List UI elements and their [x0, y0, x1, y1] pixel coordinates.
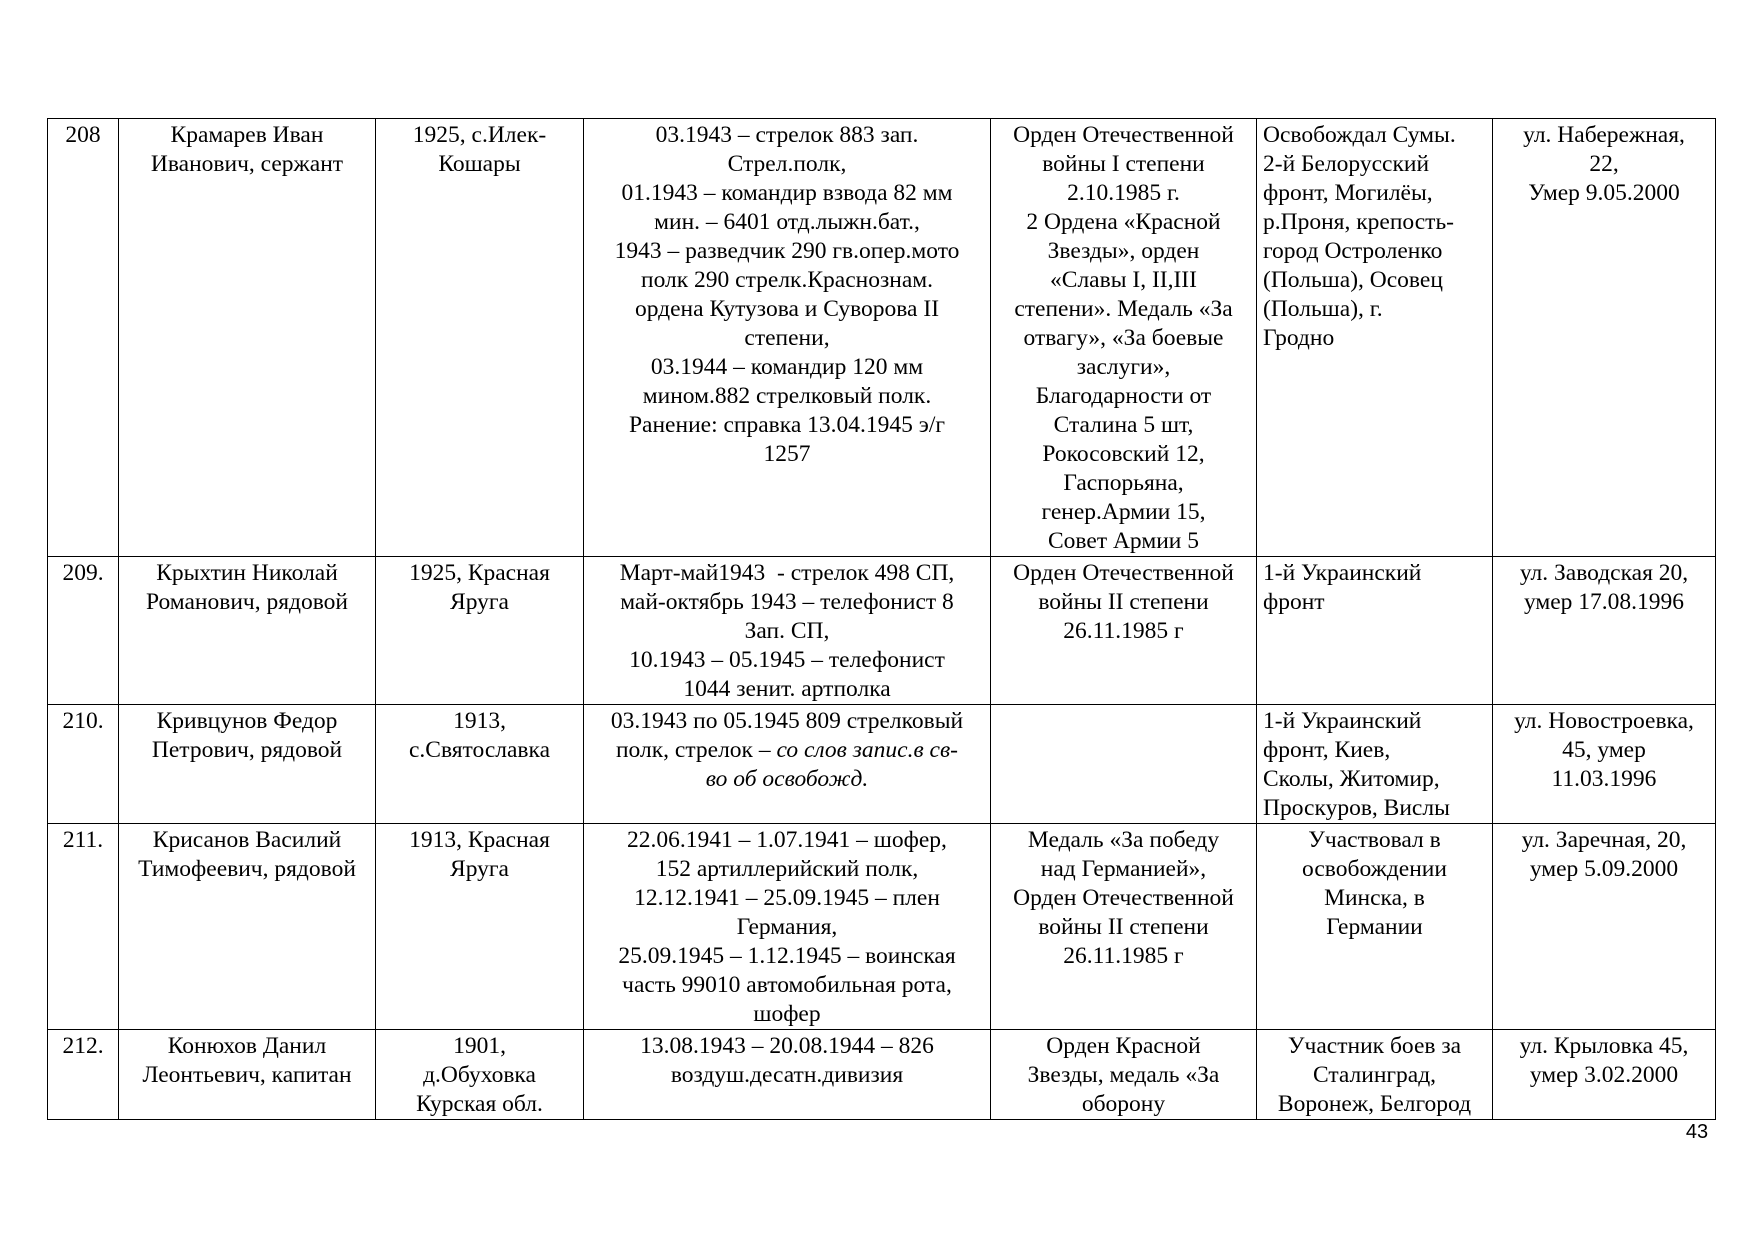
- table-row: [48, 557, 1716, 705]
- service-line: 03.1943 по 05.1945 809 стрелковый: [610, 708, 964, 734]
- battles-cell: Участник боев за Сталинград, Воронеж, Белгород: [1257, 1030, 1493, 1120]
- service-record-cell: Март-май1943 - стрелок 498 СП, май-октябрь 1943 – телефонист 8 Зап. СП, 10.1943 – 05.1945 – телефонист 1044 зенит. артполка: [584, 557, 991, 705]
- birth-cell: 1925, с.Илек- Кошары: [376, 119, 584, 557]
- row-number-cell: 212.: [48, 1030, 119, 1120]
- address-cell: ул. Заводская 20, умер 17.08.1996: [1493, 557, 1716, 705]
- veterans-register-table: [47, 118, 1716, 1120]
- battles-cell: Участвовал в освобождении Минска, в Германии: [1257, 824, 1493, 1030]
- address-cell: ул. Крыловка 45, умер 3.02.2000: [1493, 1030, 1716, 1120]
- row-number-cell: 209.: [48, 557, 119, 705]
- battles-cell: 1-й Украинский фронт: [1257, 557, 1493, 705]
- table-row: [48, 119, 1716, 557]
- name-rank-cell: Крамарев Иван Иванович, сержант: [119, 119, 376, 557]
- name-rank-cell: Конюхов Данил Леонтьевич, капитан: [119, 1030, 376, 1120]
- name-rank-cell: Крыхтин Николай Романович, рядовой: [119, 557, 376, 705]
- service-line: полк, стрелок – со слов запис.в св-: [615, 737, 958, 763]
- service-record-cell: 22.06.1941 – 1.07.1941 – шофер, 152 артиллерийский полк, 12.12.1941 – 25.09.1945 – плен Германия, 25.09.1945 – 1.12.1945 – воинская часть 99010 автомобильная рота, шофер: [584, 824, 991, 1030]
- name-rank-cell: Крисанов Василий Тимофеевич, рядовой: [119, 824, 376, 1030]
- birth-cell: 1901, д.Обуховка Курская обл.: [376, 1030, 584, 1120]
- row-number-cell: 210.: [48, 705, 119, 824]
- birth-cell: 1925, Красная Яруга: [376, 557, 584, 705]
- service-record-cell: 13.08.1943 – 20.08.1944 – 826 воздуш.десатн.дивизия: [584, 1030, 991, 1120]
- table-row: [48, 1030, 1716, 1120]
- service-line: во об освобожд.: [705, 766, 869, 792]
- table-row: [48, 705, 1716, 824]
- battles-cell: 1-й Украинский фронт, Киев, Сколы, Житомир, Проскуров, Вислы: [1257, 705, 1493, 824]
- service-record-cell: [584, 705, 991, 824]
- address-cell: ул. Заречная, 20, умер 5.09.2000: [1493, 824, 1716, 1030]
- battles-cell: Освобождал Сумы. 2-й Белорусский фронт, Могилёы, р.Проня, крепость- город Остроленко (Польша), Осовец (Польша), г. Гродно: [1257, 119, 1493, 557]
- service-record-cell: 03.1943 – стрелок 883 зап. Стрел.полк, 01.1943 – командир взвода 82 мм мин. – 6401 отд.лыжн.бат., 1943 – разведчик 290 гв.опер.мото полк 290 стрелк.Краснознам. ордена Кутузова и Суворова II степени, 03.1944 – командир 120 мм мином.882 стрелковый полк. Ранение: справка 13.04.1945 э/г 1257: [584, 119, 991, 557]
- page-number: 43: [1685, 1121, 1709, 1143]
- awards-cell: Медаль «За победу над Германией», Орден Отечественной войны II степени 26.11.1985 г: [991, 824, 1257, 1030]
- row-number-cell: 211.: [48, 824, 119, 1030]
- address-cell: ул. Набережная, 22, Умер 9.05.2000: [1493, 119, 1716, 557]
- address-cell: ул. Новостроевка, 45, умер 11.03.1996: [1493, 705, 1716, 824]
- table-row: [48, 824, 1716, 1030]
- birth-cell: 1913, с.Святославка: [376, 705, 584, 824]
- row-number-cell: 208: [48, 119, 119, 557]
- awards-cell: Орден Отечественной войны I степени 2.10.1985 г. 2 Ордена «Красной Звезды», орден «Славы I, II,III степени». Медаль «За отвагу», «За боевые заслуги», Благодарности от Сталина 5 шт, Рокосовский 12, Гаспорьяна, генер.Армии 15, Совет Армии 5: [991, 119, 1257, 557]
- birth-cell: 1913, Красная Яруга: [376, 824, 584, 1030]
- name-rank-cell: Кривцунов Федор Петрович, рядовой: [119, 705, 376, 824]
- awards-cell: Орден Красной Звезды, медаль «За оборону: [991, 1030, 1257, 1120]
- awards-cell: Орден Отечественной войны II степени 26.11.1985 г: [991, 557, 1257, 705]
- awards-cell: [991, 705, 1257, 824]
